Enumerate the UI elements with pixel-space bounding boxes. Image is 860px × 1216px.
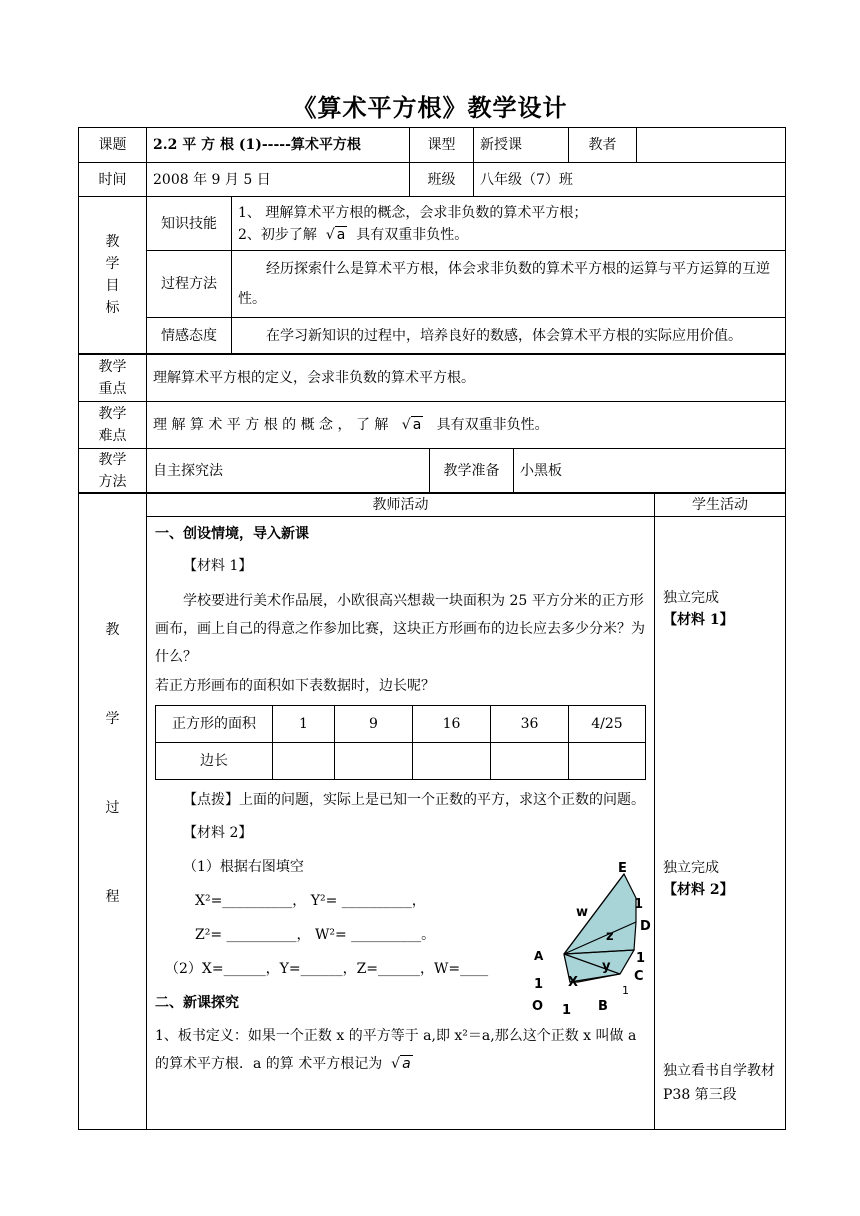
teacher-label: 教者 <box>569 128 637 163</box>
sqrt-symbol: √ a <box>401 417 422 433</box>
area-table <box>155 705 646 780</box>
student-note-2: 独立完成 【材料 2】 <box>663 860 734 898</box>
side-row-label: 边长 <box>156 743 273 780</box>
material2-label: 【材料 2】 <box>183 825 253 841</box>
emotion-text: 在学习新知识的过程中，培养良好的数感，体会算术平方根的实际应用价值。 <box>232 318 786 354</box>
area-cell: 16 <box>413 706 491 743</box>
process-table <box>78 492 786 1130</box>
student-activity-cell <box>655 517 786 1130</box>
area-cell: 9 <box>335 706 413 743</box>
table-intro: 若正方形画布的面积如下表数据时，边长呢？ <box>155 678 435 694</box>
label-one: 1 <box>562 1003 572 1018</box>
sqrt-symbol: √ a <box>391 1056 411 1072</box>
label-O: O <box>532 999 544 1014</box>
knowledge-label: 知识技能 <box>147 197 232 251</box>
label-one: 1 <box>634 897 644 912</box>
sqrt-symbol: √ a <box>325 226 346 243</box>
area-cell: 1 <box>273 706 335 743</box>
topic-label: 课题 <box>79 128 147 163</box>
process-method-text: 经历探索什么是算术平方根，体会求非负数的算术平方根的运算与平方运算的互逆性。 <box>232 251 786 318</box>
definition-text: 1、板书定义：如果一个正数 x 的平方等于 a,即 x²＝a,那么这个正数 x 叫做 a 的算术平方根．a 的算 术平方根记为 √ a <box>155 1022 646 1078</box>
prep-value: 小黑板 <box>514 449 786 494</box>
label-one: 1 <box>636 951 646 966</box>
equation-xy: X²=__________， Y²= __________， <box>195 893 426 909</box>
label-x: X <box>568 975 579 990</box>
type-label: 课型 <box>410 128 474 163</box>
difficulty-text: 理 解 算 术 平 方 根 的 概 念 ， 了 解 √ a 具有双重非负性。 <box>147 402 786 449</box>
student-note-3: 独立看书自学教材 P38 第三段 <box>663 1063 775 1103</box>
time-value: 2008 年 9 月 5 日 <box>147 163 410 197</box>
teacher-value <box>637 128 786 163</box>
label-z: z <box>606 929 614 944</box>
goals-label: 教 学 目 标 <box>79 197 147 354</box>
class-value: 八年级（7）班 <box>474 163 786 197</box>
student-note-1: 独立完成 【材料 1】 <box>663 590 734 628</box>
type-value: 新授课 <box>474 128 569 163</box>
label-A: A <box>534 949 544 963</box>
difficulty-label: 教学 难点 <box>79 402 147 449</box>
area-row-label: 正方形的面积 <box>156 706 273 743</box>
hint-text: 【点拨】上面的问题，实际上是已知一个正数的平方，求这个正数的问题。 <box>183 792 645 808</box>
method-label: 教学 方法 <box>79 449 147 494</box>
area-cell: 4/25 <box>569 706 646 743</box>
section2-heading: 二、新课探究 <box>155 995 239 1011</box>
section1-heading: 一、创设情境，导入新课 <box>155 526 309 542</box>
time-label: 时间 <box>79 163 147 197</box>
area-cell: 36 <box>491 706 569 743</box>
knowledge-text: 1、 理解算术平方根的概念，会求非负数的算术平方根； 2、初步了解 √ a 具有双重非负性。 <box>232 197 786 251</box>
equation-zw: Z²= __________， W²= __________。 <box>195 927 436 943</box>
label-B: B <box>598 999 608 1014</box>
label-D: D <box>640 919 651 934</box>
label-C: C <box>634 969 644 984</box>
class-label: 班级 <box>410 163 474 197</box>
focus-label: 教学 重点 <box>79 355 147 402</box>
topic-value: 2.2 平 方 根 (1)-----算术平方根 <box>147 128 410 163</box>
label-one: 1 <box>622 984 629 997</box>
label-E: E <box>618 862 627 876</box>
method-text: 自主探究法 <box>147 449 430 494</box>
material1-label: 【材料 1】 <box>183 558 253 574</box>
question1: （1）根据右图填空 <box>183 859 304 875</box>
process-label: 教 学 过 程 <box>79 493 147 1130</box>
key-points-table <box>78 354 786 494</box>
student-activity-header: 学生活动 <box>655 493 786 517</box>
process-method-label: 过程方法 <box>147 251 232 318</box>
document-title: 《算术平方根》教学设计 <box>292 94 568 122</box>
teacher-activity-cell <box>147 517 655 1130</box>
label-one: 1 <box>534 977 544 992</box>
question2: （2）X=______，Y=______，Z=______，W=____ <box>165 961 489 977</box>
focus-text: 理解算术平方根的定义，会求非负数的算术平方根。 <box>147 355 786 402</box>
header-table <box>78 127 786 354</box>
prep-label: 教学准备 <box>430 449 514 494</box>
emotion-label: 情感态度 <box>147 318 232 354</box>
teacher-activity-header: 教师活动 <box>147 493 655 517</box>
material1-text: 学校要进行美术作品展，小欧很高兴想裁一块面积为 25 平方分米的正方形画布，画上自己的得意之作参加比赛，这块正方形画布的边长应去多少分米？为什么？ <box>155 593 645 665</box>
label-y: y <box>602 959 611 974</box>
label-w: w <box>576 905 589 920</box>
spiral-diagram <box>512 862 662 1032</box>
